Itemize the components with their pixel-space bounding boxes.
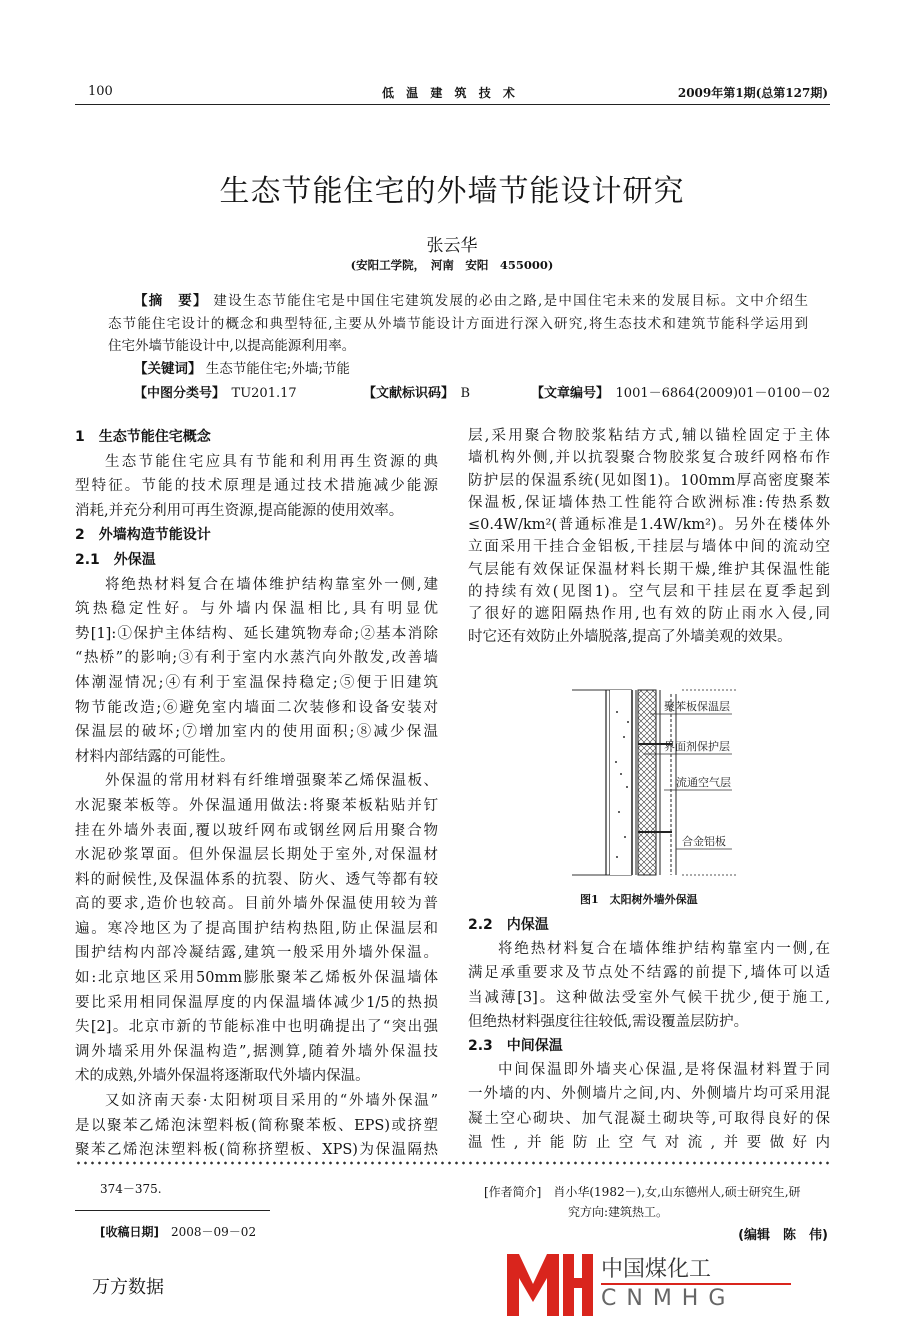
source-mark: 万方数据 bbox=[92, 1277, 164, 1298]
right-column-top bbox=[468, 425, 830, 648]
journal-name: 低 温 建 筑 技 术 bbox=[382, 86, 519, 100]
paragraph-line: ≤0.4W/km²(普通标准是1.4W/km²)。另外在楼体外 bbox=[468, 517, 830, 534]
paragraph-line: 调外墙采用外保温构造”,据测算,随着外墙外保温技 bbox=[75, 1043, 438, 1060]
paragraph-line: 当减薄[3]。这种做法受室外气候干扰少,便于施工, bbox=[468, 989, 830, 1006]
doc-code: 【文献标识码】 B bbox=[363, 386, 471, 401]
paragraph-line: 体潮湿情况;④有利于室温保持稳定;⑤便于旧建筑 bbox=[75, 674, 438, 691]
paragraph-line: 的持续有效(见图1)。空气层和干挂层在夏季起到 bbox=[468, 584, 830, 601]
abstract-line: 【摘 要】 建设生态节能住宅是中国住宅建筑发展的必由之路,是中国住宅未来的发展目标。文中介绍生 bbox=[134, 293, 808, 309]
article-number: 【文章编号】 1001－6864(2009)01－0100－02 bbox=[531, 386, 831, 401]
paragraph-line: 如:北京地区采用50mm膨胀聚苯乙烯板外保温墙体 bbox=[75, 970, 438, 987]
editor: (编辑 陈 伟) bbox=[738, 1228, 828, 1243]
paragraph-line: 满足承重要求及节点处不结露的前提下,墙体可以适 bbox=[468, 965, 830, 982]
paragraph-line: 筑热稳定性好。与外墙内保温相比,具有明显优 bbox=[75, 601, 438, 618]
page-number: 100 bbox=[88, 84, 113, 99]
section-heading: 1 生态节能住宅概念 bbox=[75, 429, 211, 445]
paragraph-line: 保温层的破坏;⑦增加室内的使用面积;⑧减少保温 bbox=[75, 724, 438, 741]
paragraph-line: 消耗,并充分利用可再生资源,提高能源的使用效率。 bbox=[75, 502, 404, 519]
paragraph-line: 将绝热材料复合在墙体维护结构靠室内一侧,在 bbox=[498, 941, 830, 958]
figure-label: 流通空气层 bbox=[676, 776, 731, 789]
dotted-divider bbox=[75, 1161, 830, 1165]
paragraph-line: 挂在外墙外表面,覆以玻纤网布或钢丝网后用聚合物 bbox=[75, 822, 438, 839]
author-bio-cont: 究方向:建筑热工。 bbox=[568, 1205, 669, 1219]
paper-title: 生态节能住宅的外墙节能设计研究 bbox=[219, 174, 685, 209]
paragraph-line: “热桥”的影响;③有利于室内水蒸汽向外散发,改善墙 bbox=[75, 650, 438, 667]
mh-logo-icon bbox=[505, 1250, 595, 1316]
abstract bbox=[108, 290, 808, 381]
figure-label: 合金铝板 bbox=[682, 835, 726, 848]
section-heading: 2 外墙构造节能设计 bbox=[75, 527, 211, 544]
section-heading: 2.2 内保温 bbox=[468, 917, 549, 933]
paragraph-line: 但绝热材料强度往往较低,需设覆盖层防护。 bbox=[468, 1013, 749, 1030]
paragraph-line: 水泥砂浆罩面。但外保温层长期处于室外,对保温材 bbox=[75, 847, 438, 864]
author: 张云华 bbox=[426, 236, 478, 256]
abstract-line: 住宅外墙节能设计中,以提高能源利用率。 bbox=[108, 338, 356, 355]
figure-caption: 图1 太阳树外墙外保温 bbox=[580, 893, 698, 906]
figure-1 bbox=[572, 682, 742, 891]
section-heading: 2.1 外保温 bbox=[75, 551, 156, 568]
section-heading: 2.3 中间保温 bbox=[468, 1038, 563, 1055]
abstract-label: 【摘 要】 bbox=[134, 293, 208, 309]
paragraph-line: 了很好的遮阳隔热作用,也有效的防止雨水入侵,同 bbox=[468, 606, 830, 623]
paragraph-line: 势[1]:①保护主体结构、延长建筑物寿命;②基本消除 bbox=[75, 625, 438, 642]
paragraph-line: 型特征。节能的技术原理是通过技术措施减少能源 bbox=[75, 478, 438, 495]
watermark-logo bbox=[505, 1250, 805, 1316]
left-column bbox=[75, 425, 438, 1163]
watermark-rule bbox=[601, 1283, 791, 1285]
paragraph-line: 高的要求,造价也较高。目前外墙外保温使用较为普 bbox=[75, 896, 438, 913]
paragraph-line: 材料内部结露的可能性。 bbox=[75, 748, 235, 765]
affiliation: (安阳工学院， 河南 安阳 455000) bbox=[350, 258, 554, 272]
issue-info: 2009年第1期(总第127期) bbox=[677, 86, 828, 100]
paragraph-line: 将绝热材料复合在墙体维护结构靠室外一侧,建 bbox=[105, 576, 438, 593]
paragraph-line: 物节能改造;⑥避免室内墙面二次装修和设备安装对 bbox=[75, 699, 438, 716]
paragraph-line: 术的成熟,外墙外保温将逐渐取代外墙内保温。 bbox=[75, 1068, 370, 1085]
header-rule bbox=[75, 104, 830, 105]
paragraph-line: 中间保温即外墙夹心保温,是将保温材料置于同 bbox=[498, 1062, 830, 1079]
paragraph-line: 遍。寒冷地区为了提高围护结构热阻,防止保温层和 bbox=[75, 920, 438, 937]
wall-section-diagram bbox=[572, 682, 742, 887]
paragraph-line: 立面采用干挂合金铝板,干挂层与墙体中间的流动空 bbox=[468, 539, 830, 556]
paragraph-line: 围护结构内部冷凝结露,建筑一般采用外墙外保温。 bbox=[75, 945, 438, 962]
reference-tail: 374－375. bbox=[100, 1182, 162, 1196]
paragraph-line: 防护层的保温系统(见如图1)。100mm厚高密度聚苯 bbox=[468, 472, 830, 489]
paragraph-line: 一外墙的内、外侧墙片之间,内、外侧墙片均可采用混 bbox=[468, 1086, 830, 1103]
paragraph-line: 料的耐候性,及保温体系的抗裂、防火、透气等都有较 bbox=[75, 871, 438, 888]
paragraph-line: 生态节能住宅应具有节能和利用再生资源的典 bbox=[105, 453, 438, 470]
figure-label: 聚苯板保温层 bbox=[664, 700, 730, 713]
figure-label: 界面剂保护层 bbox=[664, 740, 730, 753]
paragraph-line: 凝土空心砌块、加气混凝土砌块等,可取得良好的保 bbox=[468, 1110, 830, 1127]
paragraph-line: 是以聚苯乙烯泡沫塑料板(简称聚苯板、EPS)或挤塑 bbox=[75, 1117, 438, 1134]
paragraph-line: 层,采用聚合物胶浆粘结方式,辅以锚栓固定于主体 bbox=[468, 428, 830, 444]
abstract-line: 态节能住宅设计的概念和典型特征,主要从外墙节能设计方面进行深入研究,将生态技术和建筑节能科学运用到 bbox=[108, 315, 808, 332]
paragraph-line: 保温板,保证墙体热工性能符合欧洲标准:传热系数 bbox=[468, 494, 830, 511]
watermark-brand-en: CNMHG bbox=[601, 1286, 736, 1311]
watermark-brand-cn: 中国煤化工 bbox=[601, 1257, 712, 1282]
paragraph-line: 外保温的常用材料有纤维增强聚苯乙烯保温板、 bbox=[105, 773, 438, 790]
paragraph-line: 又如济南天泰·太阳树项目采用的“外墙外保温” bbox=[105, 1093, 438, 1110]
paragraph-line: 时它还有效防止外墙脱落,提高了外墙美观的效果。 bbox=[468, 628, 792, 645]
received-date: [收稿日期] 2008－09－02 bbox=[100, 1225, 257, 1239]
paragraph-line: 气层能有效保证保温材料长期干燥,维护其保温性能 bbox=[468, 561, 830, 578]
footnote-rule bbox=[75, 1210, 270, 1211]
right-column-bottom bbox=[468, 913, 830, 1155]
paragraph-line: 水泥聚苯板等。外保温通用做法:将聚苯板粘贴并钉 bbox=[75, 797, 438, 814]
paragraph-line: 聚苯乙烯泡沫塑料板(简称挤塑板、XPS)为保温隔热 bbox=[75, 1142, 438, 1159]
paragraph-line: 墙机构外侧,并以抗裂聚合物胶浆复合玻纤网格布作 bbox=[468, 450, 830, 467]
paragraph-line: 要比采用相同保温厚度的内保温墙体减少1/5的热损 bbox=[75, 994, 438, 1011]
author-bio: [作者简介] 肖小华(1982－),女,山东德州人,硕士研究生,研 bbox=[484, 1185, 801, 1199]
classification: 【中图分类号】 TU201.17 bbox=[134, 386, 297, 401]
keywords: 【关键词】 生态节能住宅;外墙;节能 bbox=[134, 361, 350, 378]
paragraph-line: 温性,并能防止空气对流,并要做好内 bbox=[468, 1134, 830, 1151]
paragraph-line: 失[2]。北京市新的节能标准中也明确提出了“突出强 bbox=[75, 1019, 438, 1036]
